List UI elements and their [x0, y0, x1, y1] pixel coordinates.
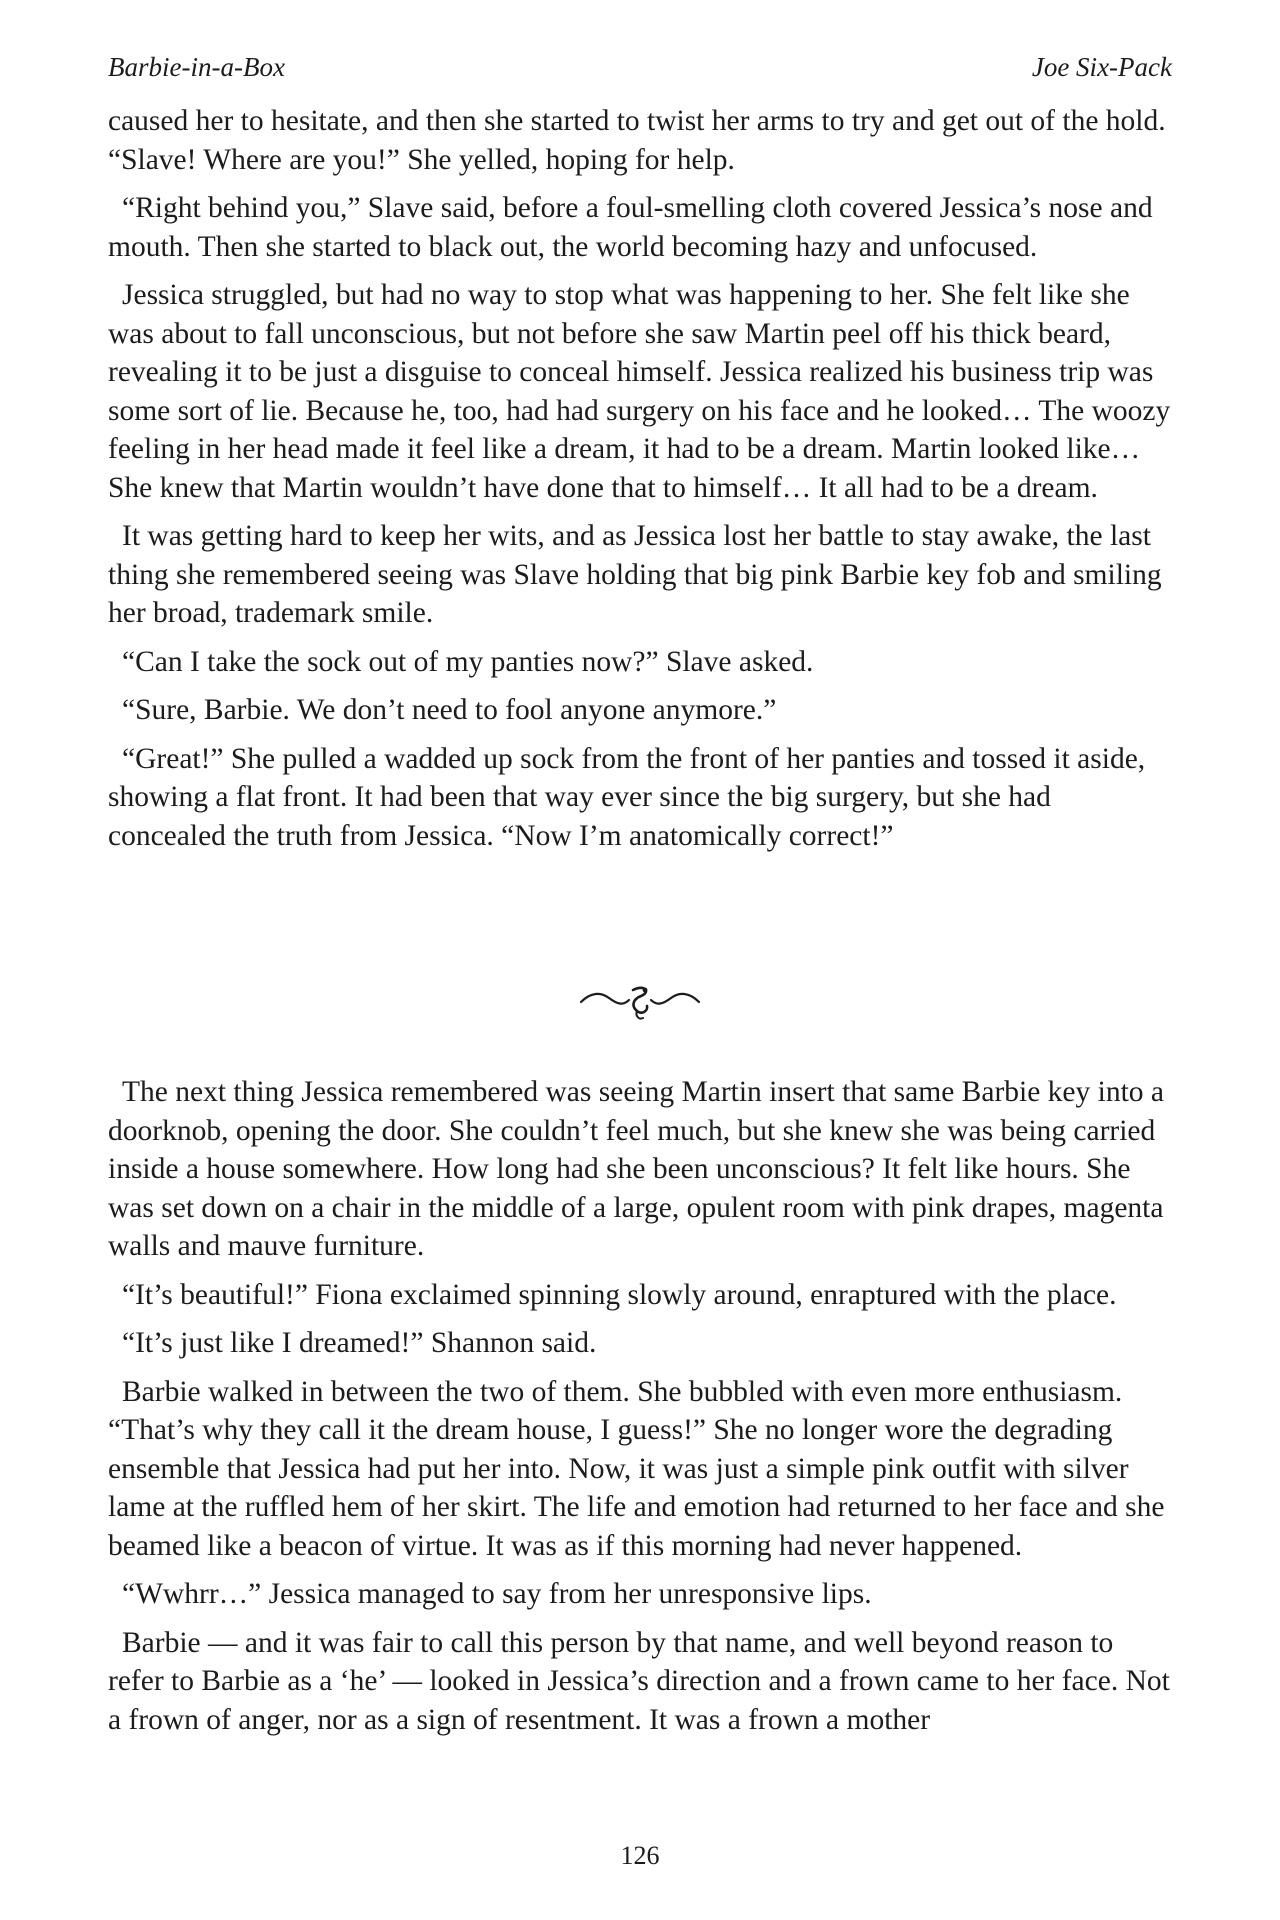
paragraph: The next thing Jessica remembered was seeing Martin insert that same Barbie key into a doorknob, opening the door. She couldn’t feel much, but she knew she was being carried inside a house somewhere. How long had she been unconscious? It felt like hours. She was set down on a chair in the middle of a large, opulent room with pink drapes, magenta walls and mauve furniture. — [108, 1076, 1165, 1262]
text-section-2 — [108, 1073, 1172, 1749]
paragraph: Jessica struggled, but had no way to stop what was happening to her. She felt like she was about to fall unconscious, but not before she saw Martin peel off his thick beard, revealing it to be just a disguise to conceal himself. Jessica realized his business trip was some sort of lie. Because he, too, had had surgery on his face and he looked… The woozy feeling in her head made it feel like a dream, it had to be a dream. Martin looked like… She knew that Martin wouldn’t have done that to himself… It all had to be a dream. — [108, 279, 1171, 504]
paragraph: “It’s just like I dreamed!” Shannon said. — [122, 1327, 597, 1359]
paragraph: “Right behind you,” Slave said, before a foul-smelling cloth covered Jessica’s nose and mouth. Then she started to black out, the world becoming hazy and unfocused. — [108, 192, 1153, 263]
paragraph: caused her to hesitate, and then she started to twist her arms to try and get out of the hold. “Slave! Where are you!” She yelled, hoping for help. — [108, 105, 1166, 176]
paragraph: Barbie walked in between the two of them. She bubbled with even more enthusiasm. “That’s why they call it the dream house, I guess!” She no longer wore the degrading ensemble that Jessica had put her into. Now, it was just a simple pink outfit with silver lame at the ruffled hem of her skirt. The life and emotion had returned to her face and she beamed like a beacon of virtue. It was as if this morning had never happened. — [108, 1375, 1165, 1562]
paragraph: “Can I take the sock out of my panties now?” Slave asked. — [122, 645, 814, 678]
paragraph: Barbie — and it was fair to call this person by that name, and well beyond reason to refer to Barbie as a ‘he’ — looked in Jessica’s direction and a frown came to her face. Not a frown of anger, nor as a sign of resentment. It was a frown a mother — [108, 1626, 1170, 1736]
text-section-1 — [108, 102, 1172, 865]
paragraph: “Great!” She pulled a wadded up sock from the front of her panties and tossed it aside, showing a flat front. It had been that way ever since the big surgery, but she had concealed the truth from Jessica. “Now I’m anatomically correct!” — [108, 742, 1146, 852]
section-break-ornament — [0, 978, 1280, 1028]
running-header — [108, 50, 1172, 84]
header-author: Joe Six-Pack — [1031, 52, 1172, 82]
paragraph: “Sure, Barbie. We don’t need to fool anyone anymore.” — [122, 694, 777, 726]
header-book-title: Barbie-in-a-Box — [108, 52, 285, 82]
paragraph: “Wwhrr…” Jessica managed to say from her unresponsive lips. — [122, 1578, 872, 1610]
paragraph: It was getting hard to keep her wits, and as Jessica lost her battle to stay awake, the last thing she remembered seeing was Slave holding that big pink Barbie key fob and smiling her broad, trademark smile. — [108, 520, 1162, 629]
paragraph: “It’s beautiful!” Fiona exclaimed spinning slowly around, enraptured with the place. — [122, 1278, 1117, 1311]
fleuron-ornament-icon — [575, 978, 705, 1024]
page-number: 126 — [620, 1841, 660, 1870]
